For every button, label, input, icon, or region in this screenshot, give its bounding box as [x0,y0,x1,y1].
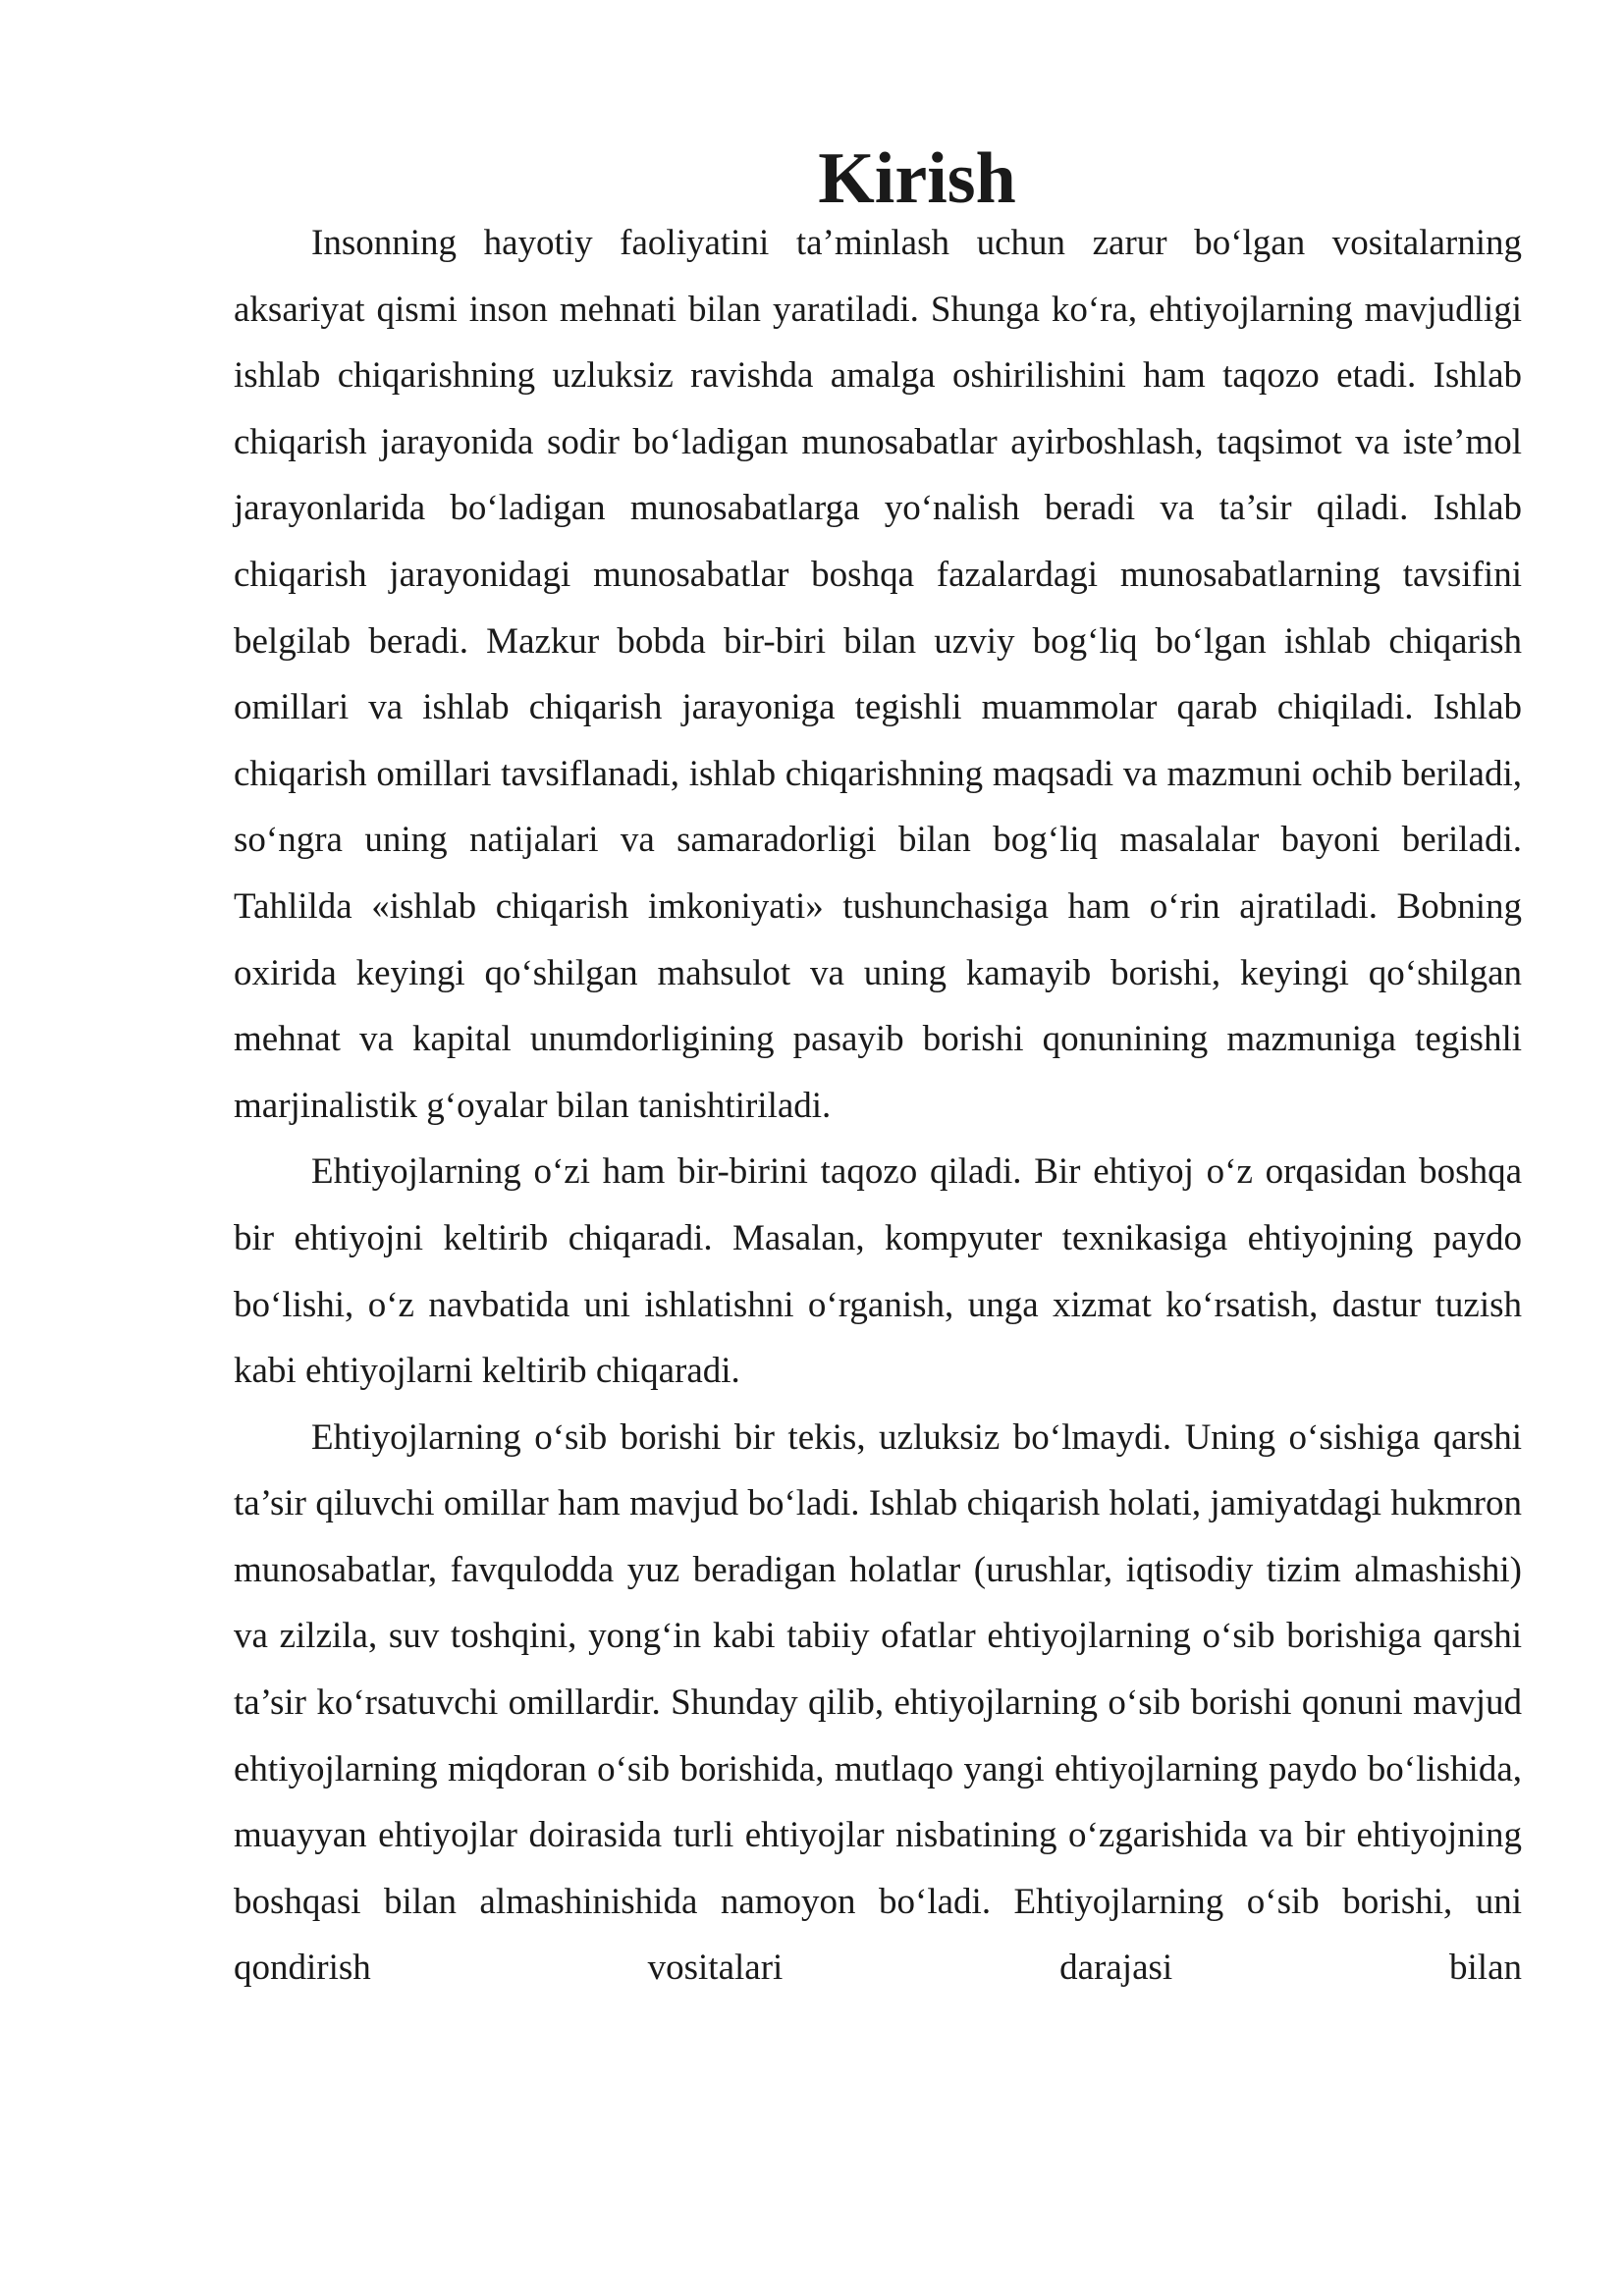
paragraph: Insonning hayotiy faoliyatini ta’minlash uchun zarur bo‘lgan vositalarning aksariyat qismi inson mehnati bilan yaratiladi. Shunga ko‘ra, ehtiyojlarning mavjudligi ishlab chiqarishning uzluksiz ravishda amalga oshirilishini ham taqozo etadi. Ishlab chiqarish jarayonida sodir bo‘ladigan munosabatlar ayirboshlash, taqsimot va iste’mol jarayonlarida bo‘ladigan munosabatlarga yo‘nalish beradi va ta’sir qiladi. Ishlab chiqarish jarayonidagi munosabatlar boshqa fazalardagi munosabatlarning tavsifini belgilab beradi. Mazkur bobda bir-biri bilan uzviy bog‘liq bo‘lgan ishlab chiqarish omillari va ishlab chiqarish jarayoniga tegishli muammolar qarab chiqiladi. Ishlab chiqarish omillari tavsiflanadi, ishlab chiqarishning maqsadi va mazmuni ochib beriladi, so‘ngra uning natijalari va samaradorligi bilan bog‘liq masalalar bayoni beriladi. Tahlilda «ishlab chiqarish imkoniyati» tushunchasiga ham o‘rin ajratiladi. Bobning oxirida keyingi qo‘shilgan mahsulot va uning kamayib borishi, keyingi qo‘shilgan mehnat va kapital unumdorligining pasayib borishi qonunining mazmuniga tegishli marjinalistik g‘oyalar bilan tanishtiriladi. [234,223,1522,1126]
document-body [234,138,1522,2002]
paragraph: Ehtiyojlarning o‘zi ham bir-birini taqozo qiladi. Bir ehtiyoj o‘z orqasidan boshqa bir ehtiyojni keltirib chiqaradi. Masalan, kompyuter texnikasiga ehtiyojning paydo bo‘lishi, o‘z navbatida uni ishlatishni o‘rganish, unga xizmat ko‘rsatish, dastur tuzish kabi ehtiyojlarni keltirib chiqaradi. [234,1151,1522,1392]
page-title: Kirish [818,138,1016,219]
paragraph: Ehtiyojlarning o‘sib borishi bir tekis, uzluksiz bo‘lmaydi. Uning o‘sishiga qarshi ta’sir qiluvchi omillar ham mavjud bo‘ladi. Ishlab chiqarish holati, jamiyatdagi hukmron munosabatlar, favqulodda yuz beradigan holatlar (urushlar, iqtisodiy tizim almashishi) va zilzila, suv toshqini, yong‘in kabi tabiiy ofatlar ehtiyojlarning o‘sib borishiga qarshi ta’sir ko‘rsatuvchi omillardir. Shunday qilib, ehtiyojlarning o‘sib borishi qonuni mavjud ehtiyojlarning miqdoran o‘sib borishida, mutlaqo yangi ehtiyojlarning paydo bo‘lishida, muayyan ehtiyojlar doirasida turli ehtiyojlar nisbatining o‘zgarishida va bir ehtiyojning boshqasi bilan almashinishida namoyon bo‘ladi. Ehtiyojlarning o‘sib borishi, uni qondirish vositalari darajasi bilan [234,1416,1522,1989]
